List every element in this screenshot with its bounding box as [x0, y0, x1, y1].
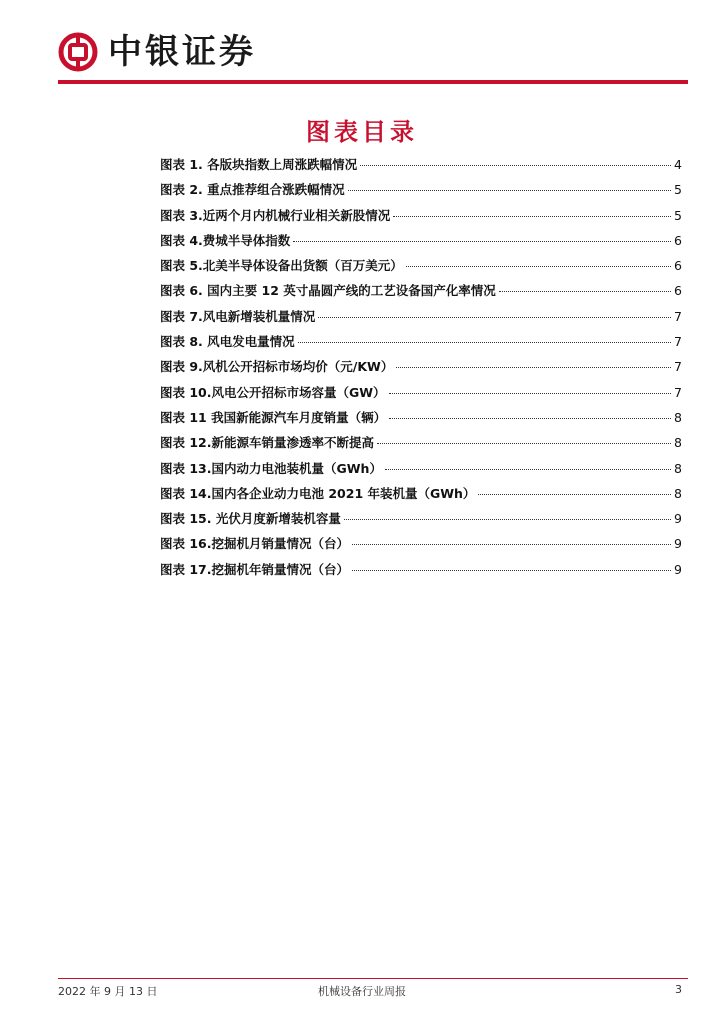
toc-entry-page: 6	[674, 283, 682, 299]
toc-dot-leader	[389, 393, 672, 394]
toc-title: 图表目录	[306, 118, 418, 146]
footer-page-number: 3	[675, 983, 682, 996]
toc-list	[160, 155, 682, 585]
toc-entry-label: 图表 15. 光伏月度新增装机容量	[160, 511, 341, 527]
toc-dot-leader	[499, 291, 671, 292]
toc-entry[interactable]	[160, 383, 682, 408]
toc-dot-leader	[385, 469, 671, 470]
toc-entry-label: 图表 3.近两个月内机械行业相关新股情况	[160, 207, 391, 223]
toc-entry-page: 8	[674, 485, 682, 501]
footer-report-title: 机械设备行业周报	[318, 985, 406, 998]
toc-dot-leader	[396, 367, 671, 368]
toc-entry[interactable]	[160, 307, 682, 332]
toc-entry-label: 图表 4.费城半导体指数	[160, 232, 291, 248]
toc-entry-page: 9	[674, 511, 682, 527]
toc-dot-leader	[298, 342, 671, 343]
toc-entry-page: 6	[674, 232, 682, 248]
bank-of-china-logo-icon	[58, 32, 98, 72]
toc-entry[interactable]	[160, 509, 682, 534]
toc-entry-page: 4	[674, 157, 682, 172]
toc-entry-label: 图表 14.国内各企业动力电池 2021 年装机量（GWh）	[160, 485, 476, 501]
toc-dot-leader	[389, 418, 671, 419]
toc-entry[interactable]	[160, 433, 682, 458]
toc-entry-page: 9	[674, 536, 682, 552]
toc-dot-leader	[360, 165, 671, 166]
toc-entry-page: 8	[674, 435, 682, 451]
toc-dot-leader	[377, 443, 671, 444]
toc-entry[interactable]	[160, 560, 682, 585]
header-divider	[58, 80, 688, 84]
toc-dot-leader	[344, 519, 671, 520]
toc-entry-label: 图表 1. 各版块指数上周涨跌幅情况	[160, 157, 358, 172]
toc-entry-page: 5	[674, 182, 682, 198]
toc-entry[interactable]	[160, 408, 682, 433]
toc-dot-leader	[393, 216, 671, 217]
toc-entry[interactable]	[160, 484, 682, 509]
toc-entry[interactable]	[160, 357, 682, 382]
toc-entry-page: 9	[674, 561, 682, 577]
toc-entry-label: 图表 9.风机公开招标市场均价（元/KW）	[160, 359, 394, 375]
toc-entry-label: 图表 11 我国新能源汽车月度销量（辆）	[160, 409, 387, 425]
toc-dot-leader	[352, 544, 671, 545]
toc-entry-page: 5	[674, 207, 682, 223]
toc-entry[interactable]	[160, 332, 682, 357]
toc-entry-page: 7	[674, 359, 682, 375]
toc-entry-label: 图表 13.国内动力电池装机量（GWh）	[160, 460, 382, 476]
toc-entry-label: 图表 5.北美半导体设备出货额（百万美元）	[160, 258, 403, 274]
toc-entry-label: 图表 12.新能源车销量渗透率不断提高	[160, 435, 374, 451]
toc-entry-label: 图表 8. 风电发电量情况	[160, 334, 295, 350]
toc-entry-label: 图表 7.风电新增装机量情况	[160, 308, 316, 324]
toc-entry-page: 7	[674, 308, 682, 324]
toc-entry[interactable]	[160, 256, 682, 281]
toc-entry[interactable]	[160, 155, 682, 180]
toc-dot-leader	[406, 266, 671, 267]
brand-name: 中银证券	[108, 32, 256, 72]
toc-entry[interactable]	[160, 231, 682, 256]
toc-entry[interactable]	[160, 281, 682, 306]
toc-entry-page: 7	[674, 384, 682, 400]
toc-entry-label: 图表 16.挖掘机月销量情况（台）	[160, 536, 349, 552]
toc-entry-label: 图表 10.风电公开招标市场容量（GW）	[160, 384, 386, 400]
footer-date: 2022 年 9 月 13 日	[58, 985, 158, 998]
toc-dot-leader	[293, 241, 671, 242]
report-header	[58, 26, 688, 80]
toc-dot-leader	[352, 570, 671, 571]
toc-dot-leader	[348, 190, 671, 191]
toc-entry[interactable]	[160, 180, 682, 205]
toc-entry-label: 图表 17.挖掘机年销量情况（台）	[160, 561, 349, 577]
toc-entry[interactable]	[160, 534, 682, 559]
toc-entry[interactable]	[160, 206, 682, 231]
footer-divider	[58, 978, 688, 979]
toc-entry-label: 图表 2. 重点推荐组合涨跌幅情况	[160, 182, 345, 198]
toc-entry-page: 6	[674, 258, 682, 274]
toc-entry-page: 8	[674, 409, 682, 425]
toc-entry-page: 8	[674, 460, 682, 476]
toc-entry-page: 7	[674, 334, 682, 350]
toc-entry[interactable]	[160, 459, 682, 484]
toc-dot-leader	[318, 317, 671, 318]
toc-entry-label: 图表 6. 国内主要 12 英寸晶圆产线的工艺设备国产化率情况	[160, 283, 496, 299]
toc-dot-leader	[478, 494, 671, 495]
